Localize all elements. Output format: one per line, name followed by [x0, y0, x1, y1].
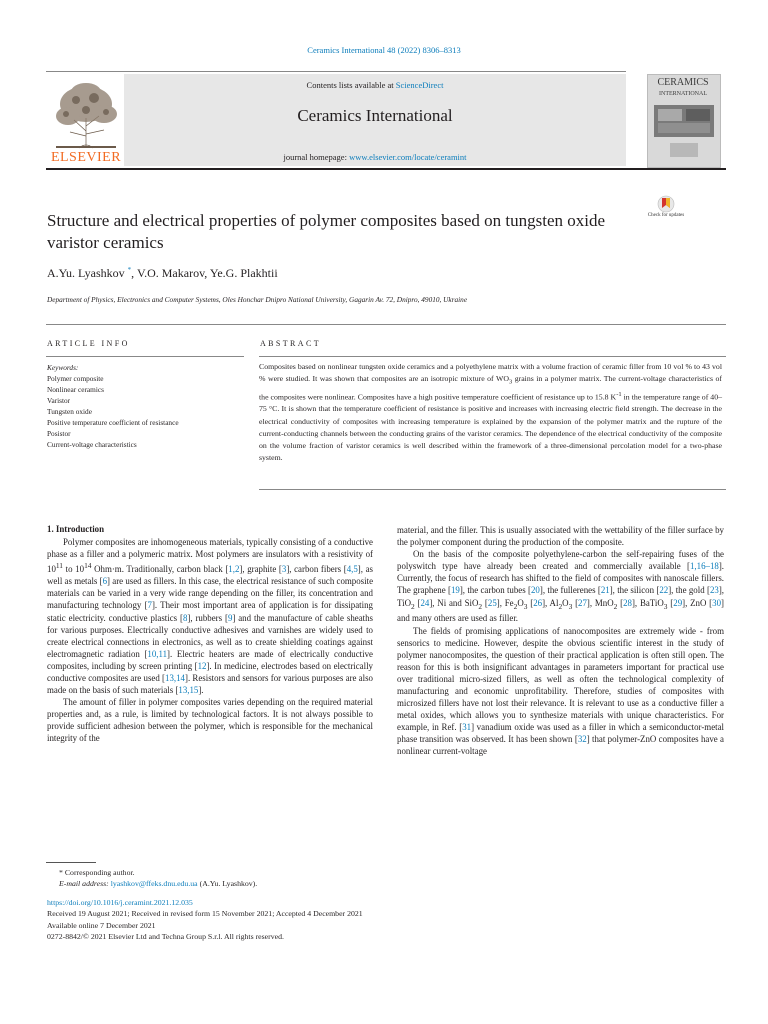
- abstract-heading: ABSTRACT: [260, 339, 321, 348]
- paragraph-text: [: [482, 597, 488, 608]
- elsevier-wordmark: ELSEVIER: [50, 150, 122, 165]
- citation-link[interactable]: 21: [600, 585, 610, 596]
- citation-link[interactable]: 10,11: [147, 648, 168, 659]
- corresponding-footnote: [47, 867, 727, 878]
- cover-artwork: [648, 75, 720, 167]
- paragraph-text: ], the silicon [: [609, 585, 660, 596]
- citation-link[interactable]: 6: [102, 576, 108, 587]
- keyword-item: Tungsten oxide: [47, 407, 92, 416]
- check-for-updates-icon[interactable]: [648, 193, 684, 229]
- check-for-updates-label: Check for updates: [647, 213, 685, 218]
- author-name: Ye.G. Plakhtii: [209, 266, 278, 280]
- paragraph-text: Polymer composites are inhomogeneous materials, typically consisting of a conductive phase as a filler and a polymeric matrix. Most polymers are insulators with a resistivity of 10: [47, 537, 373, 575]
- superscript: 11: [55, 561, 64, 571]
- paragraph-text: ], the gold [: [668, 585, 710, 596]
- keyword-item: Positive temperature coefficient of resistance: [47, 418, 179, 427]
- paragraph-text: ], graphite [: [239, 564, 282, 575]
- email-owner: (A.Yu. Lyashkov).: [197, 879, 258, 889]
- homepage-line: [124, 152, 626, 162]
- affiliation-rule: [46, 324, 726, 325]
- copyright: 0272-8842/© 2021 Elsevier Ltd and Techna Group S.r.l. All rights reserved.: [47, 931, 284, 941]
- paragraph-text: [: [572, 597, 579, 608]
- subscript: 2: [513, 601, 518, 611]
- citation-link[interactable]: 20: [530, 585, 540, 596]
- superscript: 14: [84, 561, 92, 571]
- cover-title: CERAMICS: [657, 77, 709, 88]
- citation-link[interactable]: 13,15: [178, 685, 199, 696]
- citation-link[interactable]: 22: [659, 585, 669, 596]
- paragraph-text: ] and the manufacture of cable sheaths for various purposes. Electrically conductive adhesives and varnishes are widely used to create electrical connections in electronics, as well as to create shielding coatings against electromagnetic radiation [: [47, 612, 373, 659]
- footnote-mark: *: [59, 868, 63, 877]
- abstract-rule: [259, 356, 726, 357]
- corresponding-author-mark[interactable]: *: [127, 266, 132, 274]
- keyword-item: Current-voltage characteristics: [47, 440, 137, 449]
- subscript: 2: [558, 601, 563, 611]
- paragraph-text: ], rubbers [: [187, 612, 228, 623]
- received-dates: Received 19 August 2021; Received in revised form 15 November 2021; Accepted 4 December 2021: [47, 909, 363, 919]
- journal-citation[interactable]: Ceramics International 48 (2022) 8306–8313: [307, 45, 461, 55]
- paragraph-text: ] that polymer-ZnO composites have a nonlinear current-voltage: [397, 734, 724, 757]
- paragraph-text: ], carbon fibers [: [286, 564, 347, 575]
- paragraph-text: material, and the filler. This is usually associated with the wettability of the filler surface by the polymer component during the production of the composite.: [397, 525, 724, 548]
- section-heading: 1. Introduction: [47, 524, 105, 534]
- body-paragraph: [397, 524, 724, 548]
- corresponding-author-text: Corresponding author.: [64, 868, 135, 877]
- available-online: Available online 7 December 2021: [47, 920, 156, 930]
- subscript: 3: [568, 601, 573, 611]
- citation-link[interactable]: 31: [462, 722, 472, 733]
- body-paragraph: [397, 548, 724, 624]
- email-label: E-mail address:: [59, 879, 109, 889]
- abstract-bottom-rule: [259, 489, 726, 490]
- paragraph-text: On the basis of the composite polyethylene-carbon the self-repairing fuses of the polyswitch type have already been created and commercially available [: [397, 549, 724, 572]
- email-footnote: [47, 878, 727, 889]
- subscript: 3: [523, 601, 528, 611]
- paragraph-text: [: [617, 597, 624, 608]
- cover-subtitle: INTERNATIONAL: [659, 91, 707, 97]
- journal-name: Ceramics International: [297, 106, 453, 125]
- paragraph-text: ].: [198, 685, 204, 696]
- author-name: A.Yu. Lyashkov: [47, 266, 125, 280]
- body-paragraph: [47, 536, 373, 696]
- keyword-item: Varistor: [47, 396, 71, 405]
- publication-info: [47, 897, 727, 942]
- paragraph-text: [: [414, 597, 421, 608]
- keyword-item: Posistor: [47, 429, 71, 438]
- body-column-left: [47, 536, 373, 745]
- abstract-superscript: -1: [616, 390, 622, 398]
- sciencedirect-link[interactable]: ScienceDirect: [395, 80, 444, 90]
- contents-line: [124, 80, 626, 90]
- citation-link[interactable]: 4,5: [346, 564, 358, 575]
- citation-link[interactable]: 1,2: [228, 564, 240, 575]
- abstract-text: [259, 361, 722, 464]
- paragraph-text: ], Fe: [496, 597, 514, 608]
- paragraph-text: O: [517, 597, 524, 608]
- paragraph-text: [: [667, 597, 674, 608]
- abstract-part: in the temperature range of 40–75 °C. It is shown that the temperature coefficient of resistance is positive and increases with increasing electric field strength. The decrease in the electrical conductivity of composites with increasing temperature is explained by the expansion of the polymer matrix and the rupture of the current-conducting channels between the conducting grains of the varistor ceramics. The dependence of the electrical conductivity of the composite on the volume fraction of varistor ceramics is well described within the framework of a three-dimensional percolation model for a two-phase system.: [259, 392, 722, 462]
- footnotes: [47, 867, 727, 890]
- citation-link[interactable]: 13,14: [165, 673, 185, 683]
- citation-link[interactable]: 3: [281, 564, 287, 575]
- abstract-subscript: 3: [508, 378, 513, 386]
- paragraph-text: ], MnO: [586, 597, 614, 608]
- paragraph-text: ] vanadium oxide was used as a filler in which a semiconductor-metal phase transition was observed. It has been shown [: [397, 722, 725, 745]
- paragraph-text: ], Al: [542, 597, 559, 608]
- contents-prefix: Contents lists available at: [306, 80, 396, 90]
- keyword-item: Nonlinear ceramics: [47, 385, 104, 394]
- subscript: 2: [410, 601, 415, 611]
- citation-link[interactable]: 29: [673, 597, 683, 608]
- citation-link[interactable]: 30: [712, 597, 722, 608]
- paragraph-text: ], as well as metals [: [47, 564, 373, 587]
- citation-link[interactable]: 26: [533, 597, 543, 608]
- affiliation: Department of Physics, Electronics and Computer Systems, Oles Honchar Dnipro National University, Gagarin Av. 72, Dnipro, 49010, Ukraine: [47, 295, 468, 304]
- paragraph-text: ], Ni and SiO: [429, 597, 479, 608]
- paragraph-text: ] and many others are used as filler.: [397, 597, 724, 624]
- paragraph-text: ], BaTiO: [631, 597, 664, 608]
- journal-homepage-link[interactable]: www.elsevier.com/locate/ceramint: [349, 152, 467, 162]
- paragraph-text: O: [562, 597, 569, 608]
- article-info-heading: ARTICLE INFO: [47, 339, 130, 348]
- email-link[interactable]: lyashkov@ffeks.dnu.edu.ua: [110, 879, 198, 889]
- paragraph-text: ], the carbon tubes [: [459, 585, 531, 596]
- citation-link[interactable]: 25: [487, 597, 497, 608]
- citation-link[interactable]: 1,16–18: [689, 561, 719, 572]
- paragraph-text: ]. Currently, the focus of research has shifted to the field of composites with nanoscale fillers. The graphene [: [397, 561, 724, 596]
- paragraph-text: to 10: [63, 564, 85, 575]
- paragraph-text: The amount of filler in polymer composites varies depending on the required material properties and, as a rule, is limited by technological factors. It is not always possible to provide sufficient adhesion between the polymer, which is responsible for the mechanical integrity of the: [47, 697, 373, 744]
- paragraph-text: [: [527, 597, 534, 608]
- citation-link[interactable]: 12: [197, 660, 207, 671]
- citation-link[interactable]: 8: [182, 612, 188, 623]
- subscript: 3: [663, 601, 668, 611]
- author-name: V.O. Makarov: [136, 266, 205, 280]
- journal-cover-thumbnail[interactable]: [647, 74, 721, 168]
- citation-link[interactable]: 32: [577, 734, 587, 745]
- doi-link[interactable]: https://doi.org/10.1016/j.ceramint.2021.12.035: [47, 898, 193, 907]
- paragraph-text: ]. Resistors and sensors for various purposes are also made on the basis of such materials [: [47, 673, 373, 696]
- body-column-right: [397, 524, 724, 758]
- keywords-list: [47, 362, 247, 450]
- subscript: 2: [478, 601, 483, 611]
- abstract-part: grains in a polymer matrix. The current-voltage characteristics of the composites were nonlinear. Composites have a high positive temperature coefficient of resistance up to 15.8 K: [259, 374, 722, 402]
- citation-link[interactable]: 7: [147, 600, 152, 611]
- citation-link[interactable]: 23: [709, 585, 719, 596]
- keyword-item: Polymer composite: [47, 374, 104, 383]
- header-rule-bottom: [46, 168, 726, 170]
- paragraph-text: ], ZnO [: [682, 597, 713, 608]
- paragraph-text: ]. In medicine, electrodes based on electrically conductive composites are used [: [47, 660, 373, 683]
- paragraph-text: ], the fullerenes [: [539, 585, 601, 596]
- footnote-rule: [46, 862, 96, 863]
- paragraph-text: ]. Their most important area of application is for dissipating static electricity. conductive plastics [: [47, 600, 373, 623]
- keywords-label: Keywords:: [47, 363, 79, 372]
- citation-link[interactable]: 24: [420, 597, 430, 608]
- body-paragraph: [397, 625, 724, 758]
- paragraph-text: ] are used as fillers. In this case, the electrical resistance of such composite materials can be varied in a very wide range depending on the filler, its concentration and manufacturing technology [: [47, 576, 374, 611]
- author-list: A.Yu. Lyashkov *, V.O. Makarov, Ye.G. Plakhtii: [47, 266, 278, 280]
- paragraph-text: Ohm·m. Traditionally, carbon black [: [91, 564, 229, 575]
- citation-link[interactable]: 28: [623, 597, 632, 608]
- citation-link[interactable]: 19: [450, 585, 460, 596]
- paragraph-text: ], TiO: [397, 585, 724, 608]
- body-paragraph: [47, 696, 373, 744]
- article-info-rule: [46, 356, 244, 357]
- paragraph-text: The fields of promising applications of nanocomposites are extremely wide - from sensorics to medicine. However, despite the obvious scientific interest in the study of polymer nanocomposites, the question of their practical application is often still open. The reason for this is both insignificant advantages in parameters important for practical use over traditional micro-sized fillers, as well as often the technological complexity of manufacturing and economic unprofitability. Therefore, studies of composites with microsized fillers have not lost their relevance. It is relevant to use as a conductive filler a metal oxides, which allows you to synthesize materials with unique characteristics. For example, in Ref. [: [397, 625, 724, 733]
- homepage-prefix: journal homepage:: [283, 152, 350, 162]
- citation-link[interactable]: 27: [578, 597, 587, 608]
- citation-link[interactable]: 9: [227, 612, 233, 623]
- article-title: Structure and electrical properties of polymer composites based on tungsten oxide varistor ceramics: [47, 211, 606, 252]
- header-rule-top: [46, 71, 626, 72]
- subscript: 2: [613, 601, 618, 611]
- paragraph-text: ]. Electric heaters are made of electrically conductive composites, including by screen printing [: [47, 648, 373, 671]
- abstract-part: Composites based on nonlinear tungsten oxide ceramics and a polyethylene matrix with a volume fraction of ceramic filler from 10 vol % to 43 vol % were studied. It was shown that composites are an isotropic mixture of WO: [259, 362, 722, 384]
